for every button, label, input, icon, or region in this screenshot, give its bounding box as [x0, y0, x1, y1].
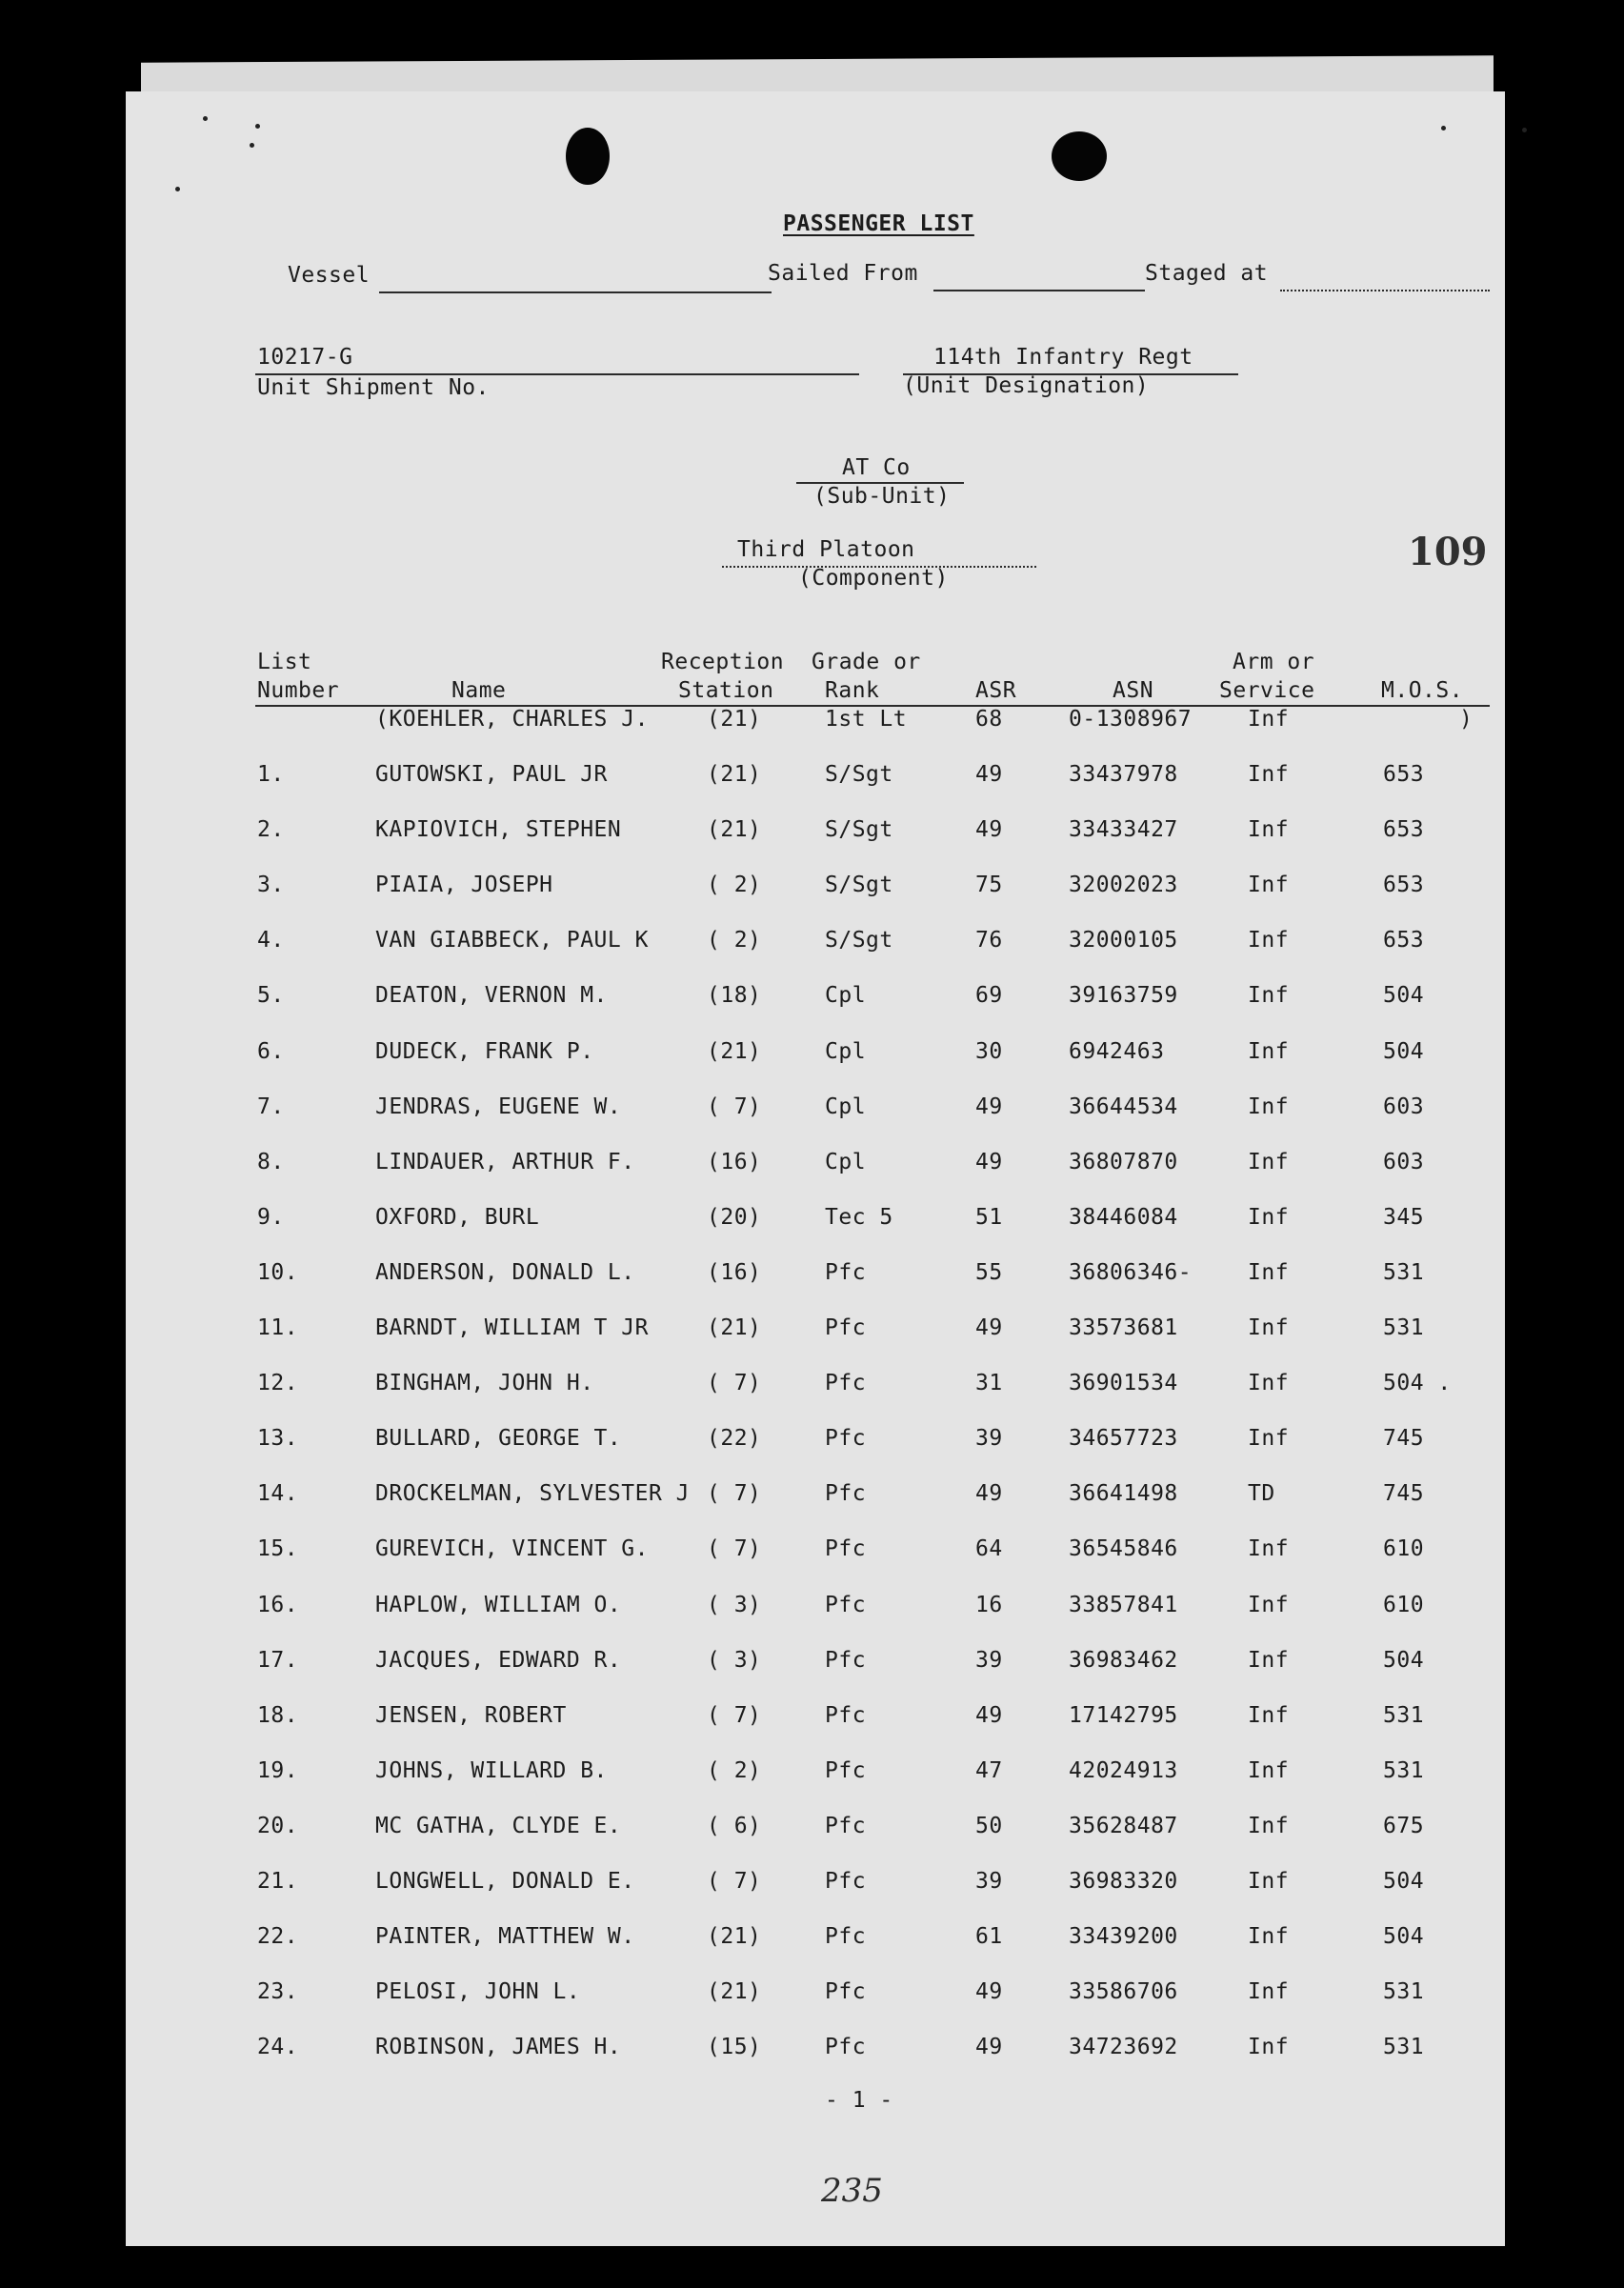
- asr: 39: [975, 1426, 1003, 1451]
- sub-unit-value: AT Co: [842, 455, 911, 480]
- table-row: [0, 1758, 1624, 1795]
- header-reception: Reception: [661, 650, 785, 674]
- arm-or-service: Inf: [1248, 1315, 1290, 1340]
- mos: 531: [1383, 1315, 1425, 1340]
- component-label: (Component): [798, 566, 949, 591]
- arm-or-service: Inf: [1248, 1869, 1290, 1894]
- list-number: 21.: [257, 1869, 299, 1894]
- asr: 49: [975, 1150, 1003, 1174]
- asr: 16: [975, 1593, 1003, 1617]
- reception-station: ( 3): [707, 1648, 762, 1673]
- grade: Pfc: [825, 1593, 867, 1617]
- asn: 36806346-: [1069, 1260, 1193, 1285]
- asr: 49: [975, 1979, 1003, 2004]
- table-row: [0, 762, 1624, 798]
- unit-designation-label: (Unit Designation): [903, 373, 1150, 398]
- unit-shipment-value: 10217-G: [257, 345, 353, 370]
- passenger-name: JENSEN, ROBERT: [375, 1703, 567, 1728]
- grade: Tec 5: [825, 1205, 893, 1230]
- table-row: [0, 1039, 1624, 1075]
- reception-station: (21): [707, 817, 762, 842]
- grade: Pfc: [825, 1426, 867, 1451]
- officer-row: [0, 707, 1624, 743]
- grade: S/Sgt: [825, 762, 893, 787]
- mos: 531: [1383, 2035, 1425, 2059]
- passenger-name: DROCKELMAN, SYLVESTER J: [375, 1481, 690, 1506]
- asr: 31: [975, 1371, 1003, 1395]
- table-row: [0, 1924, 1624, 1960]
- grade: Pfc: [825, 1315, 867, 1340]
- arm-or-service: Inf: [1248, 1205, 1290, 1230]
- passenger-name: GUREVICH, VINCENT G.: [375, 1536, 649, 1561]
- mos: 345: [1383, 1205, 1425, 1230]
- passenger-name: BARNDT, WILLIAM T JR: [375, 1315, 649, 1340]
- arm-or-service: Inf: [1248, 1648, 1290, 1673]
- asn: 34657723: [1069, 1426, 1178, 1451]
- mos: 653: [1383, 873, 1425, 897]
- mos: 603: [1383, 1150, 1425, 1174]
- sailed-from-label: Sailed From: [768, 261, 918, 286]
- list-number: 7.: [257, 1094, 285, 1119]
- header-grade: Grade or: [812, 650, 921, 674]
- arm-or-service: Inf: [1248, 1703, 1290, 1728]
- table-row: [0, 1593, 1624, 1629]
- passenger-name: PAINTER, MATTHEW W.: [375, 1924, 635, 1949]
- table-row: [0, 1703, 1624, 1739]
- mos: 531: [1383, 1979, 1425, 2004]
- mos: 504: [1383, 1924, 1425, 1949]
- passenger-name: GUTOWSKI, PAUL JR: [375, 762, 608, 787]
- officer-bracket: ): [1459, 707, 1474, 732]
- arm-or-service: Inf: [1248, 2035, 1290, 2059]
- asn: 36983462: [1069, 1648, 1178, 1673]
- table-row: [0, 1426, 1624, 1462]
- header-rank: Rank: [825, 678, 880, 703]
- asn: 36641498: [1069, 1481, 1178, 1506]
- grade: Cpl: [825, 1094, 867, 1119]
- passenger-name: PIAIA, JOSEPH: [375, 873, 553, 897]
- grade: Pfc: [825, 1924, 867, 1949]
- table-row: [0, 1205, 1624, 1241]
- header-arm: Arm or: [1233, 650, 1315, 674]
- list-number: 13.: [257, 1426, 299, 1451]
- document-title: PASSENGER LIST: [783, 211, 974, 236]
- table-row: [0, 1260, 1624, 1296]
- arm-or-service: TD: [1248, 1481, 1275, 1506]
- mos: 610: [1383, 1536, 1425, 1561]
- table-row: [0, 1150, 1624, 1186]
- grade: S/Sgt: [825, 928, 893, 953]
- reception-station: ( 7): [707, 1371, 762, 1395]
- mos: 603: [1383, 1094, 1425, 1119]
- reception-station: (16): [707, 1150, 762, 1174]
- table-row: [0, 2035, 1624, 2071]
- asn: 32000105: [1069, 928, 1178, 953]
- asn: 38446084: [1069, 1205, 1178, 1230]
- asr: 39: [975, 1869, 1003, 1894]
- table-row: [0, 1371, 1624, 1407]
- vessel-field: [379, 291, 772, 293]
- asr: 76: [975, 928, 1003, 953]
- asn: 33439200: [1069, 1924, 1178, 1949]
- header-asr: ASR: [975, 678, 1017, 703]
- reception-station: ( 7): [707, 1481, 762, 1506]
- passenger-name: JOHNS, WILLARD B.: [375, 1758, 608, 1783]
- asr: 49: [975, 762, 1003, 787]
- list-number: 11.: [257, 1315, 299, 1340]
- passenger-name: PELOSI, JOHN L.: [375, 1979, 581, 2004]
- asn: 34723692: [1069, 2035, 1178, 2059]
- arm-or-service: Inf: [1248, 1758, 1290, 1783]
- grade: Pfc: [825, 2035, 867, 2059]
- mos: 531: [1383, 1260, 1425, 1285]
- list-number: 5.: [257, 983, 285, 1008]
- reception-station: ( 2): [707, 1758, 762, 1783]
- asr: 30: [975, 1039, 1003, 1064]
- grade: S/Sgt: [825, 873, 893, 897]
- reception-station: (21): [707, 1315, 762, 1340]
- header-service: Service: [1219, 678, 1315, 703]
- asr: 49: [975, 1481, 1003, 1506]
- officer-station: (21): [707, 707, 762, 732]
- asn: 36901534: [1069, 1371, 1178, 1395]
- arm-or-service: Inf: [1248, 873, 1290, 897]
- arm-or-service: Inf: [1248, 1260, 1290, 1285]
- mos: 504 .: [1383, 1371, 1452, 1395]
- speck: [203, 116, 208, 121]
- asn: 32002023: [1069, 873, 1178, 897]
- table-row: [0, 1315, 1624, 1352]
- mos: 504: [1383, 983, 1425, 1008]
- mos: 610: [1383, 1593, 1425, 1617]
- table-row: [0, 1814, 1624, 1850]
- arm-or-service: Inf: [1248, 1924, 1290, 1949]
- passenger-name: OXFORD, BURL: [375, 1205, 540, 1230]
- passenger-name: JACQUES, EDWARD R.: [375, 1648, 622, 1673]
- list-number: 9.: [257, 1205, 285, 1230]
- reception-station: (18): [707, 983, 762, 1008]
- asn: 39163759: [1069, 983, 1178, 1008]
- list-number: 10.: [257, 1260, 299, 1285]
- asr: 49: [975, 1094, 1003, 1119]
- mos: 675: [1383, 1814, 1425, 1838]
- speck: [1522, 128, 1527, 132]
- arm-or-service: Inf: [1248, 1814, 1290, 1838]
- passenger-name: JENDRAS, EUGENE W.: [375, 1094, 622, 1119]
- asr: 49: [975, 1703, 1003, 1728]
- component-value: Third Platoon: [737, 537, 915, 562]
- arm-or-service: Inf: [1248, 762, 1290, 787]
- table-row: [0, 1481, 1624, 1517]
- arm-or-service: Inf: [1248, 1593, 1290, 1617]
- asn: 33586706: [1069, 1979, 1178, 2004]
- speck: [255, 124, 260, 129]
- passenger-name: ROBINSON, JAMES H.: [375, 2035, 622, 2059]
- list-number: 12.: [257, 1371, 299, 1395]
- list-number: 2.: [257, 817, 285, 842]
- reception-station: ( 7): [707, 1869, 762, 1894]
- table-row: [0, 1094, 1624, 1131]
- mos: 531: [1383, 1703, 1425, 1728]
- grade: Pfc: [825, 1260, 867, 1285]
- grade: Pfc: [825, 1536, 867, 1561]
- speck: [1441, 126, 1446, 130]
- grade: Cpl: [825, 1150, 867, 1174]
- reception-station: (20): [707, 1205, 762, 1230]
- list-number: 24.: [257, 2035, 299, 2059]
- mos: 504: [1383, 1869, 1425, 1894]
- speck: [250, 143, 254, 148]
- officer-asr: 68: [975, 707, 1003, 732]
- sub-unit-label: (Sub-Unit): [813, 484, 951, 509]
- mos: 653: [1383, 762, 1425, 787]
- asr: 75: [975, 873, 1003, 897]
- passenger-name: ANDERSON, DONALD L.: [375, 1260, 635, 1285]
- table-row: [0, 983, 1624, 1019]
- table-row: [0, 1869, 1624, 1905]
- vessel-label: Vessel: [288, 263, 371, 288]
- stamp-number: 109: [1408, 530, 1488, 574]
- reception-station: (21): [707, 1039, 762, 1064]
- grade: Pfc: [825, 1703, 867, 1728]
- asr: 61: [975, 1924, 1003, 1949]
- grade: Pfc: [825, 1758, 867, 1783]
- asn: 33433427: [1069, 817, 1178, 842]
- list-number: 1.: [257, 762, 285, 787]
- asr: 49: [975, 1315, 1003, 1340]
- officer-grade: 1st Lt: [825, 707, 908, 732]
- officer-arm: Inf: [1248, 707, 1290, 732]
- asr: 49: [975, 817, 1003, 842]
- reception-station: ( 6): [707, 1814, 762, 1838]
- list-number: 3.: [257, 873, 285, 897]
- list-number: 4.: [257, 928, 285, 953]
- grade: Pfc: [825, 1979, 867, 2004]
- punch-hole-right: [1052, 131, 1107, 181]
- asr: 55: [975, 1260, 1003, 1285]
- asr: 50: [975, 1814, 1003, 1838]
- mos: 745: [1383, 1426, 1425, 1451]
- asn: 17142795: [1069, 1703, 1178, 1728]
- reception-station: ( 7): [707, 1536, 762, 1561]
- asn: 36545846: [1069, 1536, 1178, 1561]
- grade: Pfc: [825, 1869, 867, 1894]
- mos: 653: [1383, 928, 1425, 953]
- passenger-name: KAPIOVICH, STEPHEN: [375, 817, 622, 842]
- reception-station: ( 7): [707, 1094, 762, 1119]
- list-number: 6.: [257, 1039, 285, 1064]
- table-row: [0, 1536, 1624, 1573]
- unit-designation-value: 114th Infantry Regt: [933, 345, 1193, 370]
- asn: 6942463: [1069, 1039, 1165, 1064]
- mos: 531: [1383, 1758, 1425, 1783]
- header-mos: M.O.S.: [1381, 678, 1464, 703]
- arm-or-service: Inf: [1248, 1039, 1290, 1064]
- header-station: Station: [678, 678, 774, 703]
- staged-at-label: Staged at: [1145, 261, 1269, 286]
- asn: 36644534: [1069, 1094, 1178, 1119]
- reception-station: ( 7): [707, 1703, 762, 1728]
- sailed-from-field: [933, 290, 1145, 291]
- table-row: [0, 1979, 1624, 2016]
- passenger-name: BINGHAM, JOHN H.: [375, 1371, 594, 1395]
- asr: 51: [975, 1205, 1003, 1230]
- header-name: Name: [451, 678, 507, 703]
- arm-or-service: Inf: [1248, 1371, 1290, 1395]
- speck: [175, 187, 180, 191]
- reception-station: ( 3): [707, 1593, 762, 1617]
- mos: 745: [1383, 1481, 1425, 1506]
- arm-or-service: Inf: [1248, 817, 1290, 842]
- officer-asn: 0-1308967: [1069, 707, 1193, 732]
- mos: 504: [1383, 1039, 1425, 1064]
- list-number: 22.: [257, 1924, 299, 1949]
- asr: 64: [975, 1536, 1003, 1561]
- arm-or-service: Inf: [1248, 1094, 1290, 1119]
- list-number: 16.: [257, 1593, 299, 1617]
- passenger-name: BULLARD, GEORGE T.: [375, 1426, 622, 1451]
- list-number: 14.: [257, 1481, 299, 1506]
- list-number: 8.: [257, 1150, 285, 1174]
- mos: 653: [1383, 817, 1425, 842]
- arm-or-service: Inf: [1248, 1426, 1290, 1451]
- asn: 42024913: [1069, 1758, 1178, 1783]
- table-row: [0, 873, 1624, 909]
- asn: 36807870: [1069, 1150, 1178, 1174]
- list-number: 17.: [257, 1648, 299, 1673]
- arm-or-service: Inf: [1248, 1979, 1290, 2004]
- asn: 36983320: [1069, 1869, 1178, 1894]
- reception-station: ( 2): [707, 873, 762, 897]
- reception-station: (16): [707, 1260, 762, 1285]
- grade: Pfc: [825, 1648, 867, 1673]
- reception-station: (21): [707, 1979, 762, 2004]
- asr: 39: [975, 1648, 1003, 1673]
- passenger-name: LINDAUER, ARTHUR F.: [375, 1150, 635, 1174]
- asn: 33857841: [1069, 1593, 1178, 1617]
- header-number: Number: [257, 678, 340, 703]
- table-row: [0, 928, 1624, 964]
- asn: 33573681: [1069, 1315, 1178, 1340]
- arm-or-service: Inf: [1248, 1536, 1290, 1561]
- mos: 504: [1383, 1648, 1425, 1673]
- passenger-name: MC GATHA, CLYDE E.: [375, 1814, 622, 1838]
- list-number: 23.: [257, 1979, 299, 2004]
- grade: Pfc: [825, 1371, 867, 1395]
- punch-hole-left: [566, 128, 610, 185]
- unit-shipment-label: Unit Shipment No.: [257, 375, 490, 400]
- grade: Pfc: [825, 1814, 867, 1838]
- arm-or-service: Inf: [1248, 983, 1290, 1008]
- asn: 33437978: [1069, 762, 1178, 787]
- header-asn: ASN: [1113, 678, 1154, 703]
- table-row: [0, 1648, 1624, 1684]
- list-number: 19.: [257, 1758, 299, 1783]
- asr: 49: [975, 2035, 1003, 2059]
- grade: Cpl: [825, 983, 867, 1008]
- passenger-name: VAN GIABBECK, PAUL K: [375, 928, 649, 953]
- reception-station: (15): [707, 2035, 762, 2059]
- passenger-name: DUDECK, FRANK P.: [375, 1039, 594, 1064]
- passenger-name: DEATON, VERNON M.: [375, 983, 608, 1008]
- handwritten-number: 235: [821, 2172, 883, 2210]
- staged-at-field: [1280, 290, 1490, 291]
- header-list: List: [257, 650, 312, 674]
- officer-name: (KOEHLER, CHARLES J.: [375, 707, 649, 732]
- list-number: 18.: [257, 1703, 299, 1728]
- asr: 47: [975, 1758, 1003, 1783]
- page-number: - 1 -: [825, 2088, 893, 2113]
- reception-station: (22): [707, 1426, 762, 1451]
- grade: Cpl: [825, 1039, 867, 1064]
- list-number: 20.: [257, 1814, 299, 1838]
- list-number: 15.: [257, 1536, 299, 1561]
- grade: S/Sgt: [825, 817, 893, 842]
- reception-station: ( 2): [707, 928, 762, 953]
- passenger-name: LONGWELL, DONALD E.: [375, 1869, 635, 1894]
- reception-station: (21): [707, 762, 762, 787]
- grade: Pfc: [825, 1481, 867, 1506]
- arm-or-service: Inf: [1248, 928, 1290, 953]
- arm-or-service: Inf: [1248, 1150, 1290, 1174]
- table-row: [0, 817, 1624, 853]
- asr: 69: [975, 983, 1003, 1008]
- asn: 35628487: [1069, 1814, 1178, 1838]
- passenger-name: HAPLOW, WILLIAM O.: [375, 1593, 622, 1617]
- reception-station: (21): [707, 1924, 762, 1949]
